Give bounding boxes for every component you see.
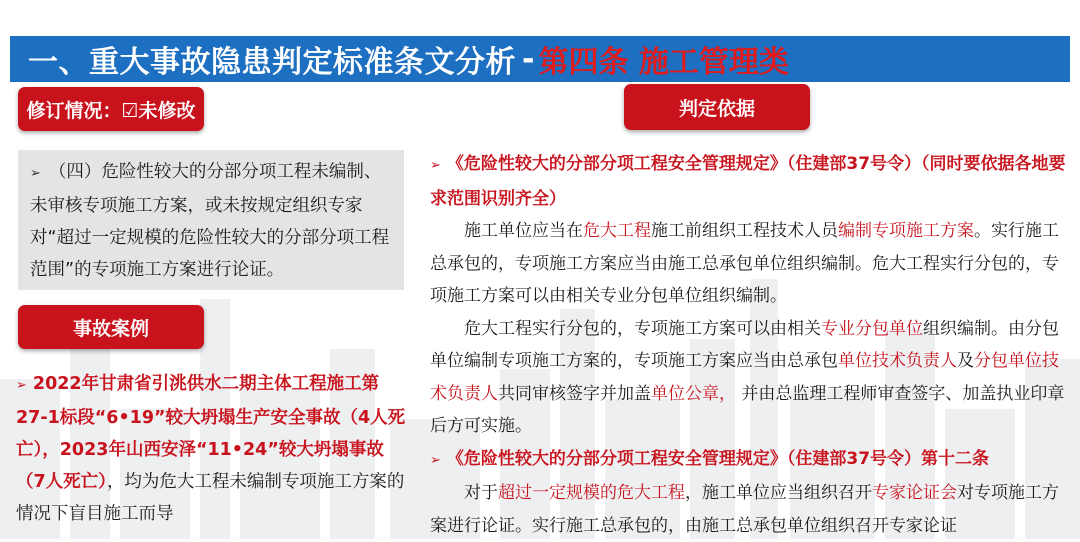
case-highlight: 2022年甘肃省引洮供水二期主体工程施工第27-1标段“6•19”较大坍塌生产安全事故（4人死亡），2023年山西安泽“11•24”较大坍塌事故（7人死亡） xyxy=(16,374,406,492)
title-bar xyxy=(10,36,1070,82)
clause-text: （四）危险性较大的分部分项工程未编制、未审核专项施工方案，或未按规定组织专家对“超过一定规模的危险性较大的分部分项工程范围”的专项施工方案进行论证。 xyxy=(30,162,390,280)
basis-label-badge: 判定依据 xyxy=(624,84,810,130)
page-title: 一、重大事故隐患判定标准条文分析 xyxy=(28,45,516,80)
arrow-bullet-icon: ➢ xyxy=(16,378,27,393)
arrow-bullet-icon: ➢ xyxy=(430,158,441,173)
page-category: 第四条 施工管理类 xyxy=(538,45,789,80)
basis-heading-2: ➢ 《危险性较大的分部分项工程安全管理规定》（住建部37号令）第十二条 xyxy=(430,448,990,469)
arrow-bullet-icon: ➢ xyxy=(30,166,41,181)
basis-paragraph-3: 对于超过一定规模的危大工程，施工单位应当组织召开专家论证会对专项施工方案进行论证。实行施工总承包的，由施工总承包单位组织召开专家论证 xyxy=(430,483,1059,536)
case-label-badge: 事故案例 xyxy=(18,305,204,349)
basis-content xyxy=(430,148,1070,542)
basis-heading-1: ➢ 《危险性较大的分部分项工程安全管理规定》（住建部37号令）（同时要依据各地要求范围识别齐全） xyxy=(430,154,1066,209)
accident-case-text xyxy=(16,368,406,530)
basis-paragraph-1: 施工单位应当在危大工程施工前组织工程技术人员编制专项施工方案。实行施工总承包的，专项施工方案应当由施工总承包单位组织编制。危大工程实行分包的，专项施工方案可以由相关专业分包单位组织编制。 xyxy=(430,221,1059,306)
basis-paragraph-2: 危大工程实行分包的，专项施工方案可以由相关专业分包单位组织编制。由分包单位编制专项施工方案的，专项施工方案应当由总承包单位技术负责人及分包单位技术负责人共同审核签字并加盖单位公章， 并由总监理工程师审查签字、加盖执业印章后方可实施。 xyxy=(430,318,1065,436)
arrow-bullet-icon: ➢ xyxy=(430,452,441,468)
title-separator: - xyxy=(522,41,535,77)
clause-text-box xyxy=(18,150,404,290)
case-rest: ，均为危大工程未编制专项施工方案的情况下盲目施工而导 xyxy=(16,472,405,524)
revision-status-badge: 修订情况：☑未修改 xyxy=(18,87,204,131)
